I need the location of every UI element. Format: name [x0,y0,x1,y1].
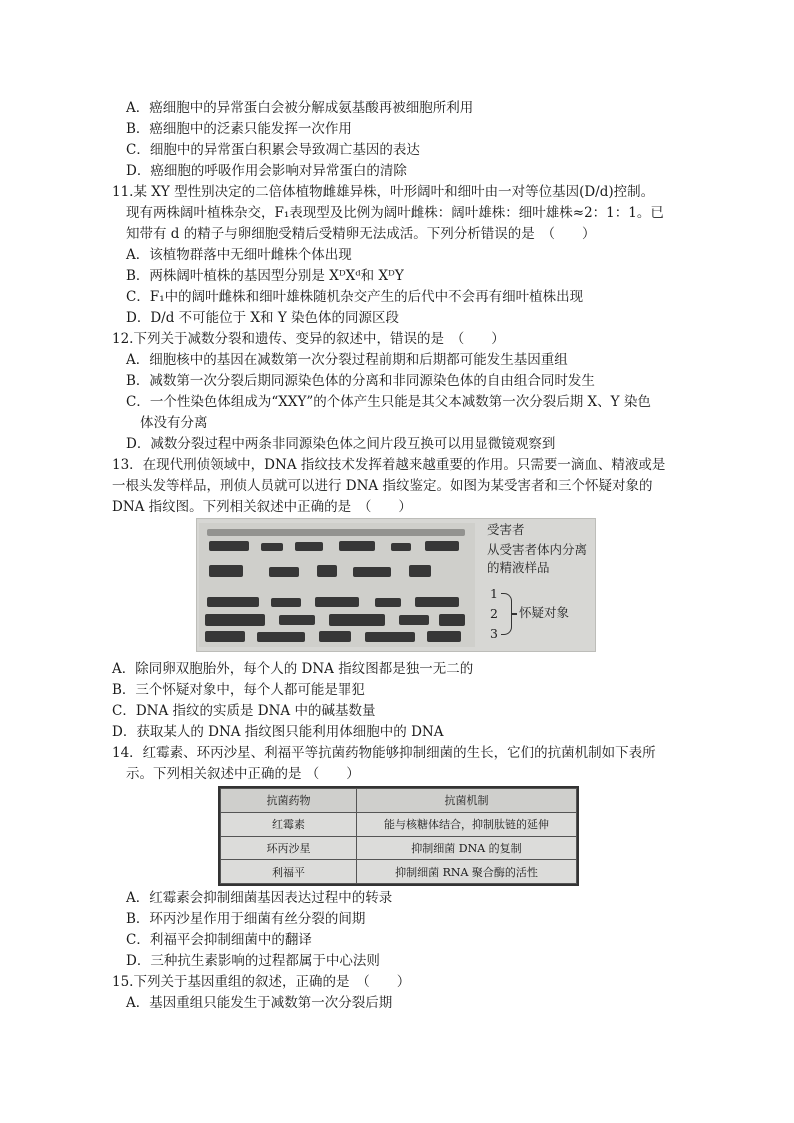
table-header-row [221,789,577,813]
label-suspects: 怀疑对象 [519,605,570,620]
q11-option-b: B．两株阔叶植株的基因型分别是 XᴰXᵈ和 XᴰY [126,268,404,284]
dna-fingerprint-figure [196,518,596,652]
q11-stem-line1: 11.某 XY 型性别决定的二倍体植物雌雄异株，叶形阔叶和细叶由一对等位基因(D/d)控制。 [112,184,655,200]
table-cell-drug: 利福平 [221,860,357,884]
q13-option-c: C．DNA 指纹的实质是 DNA 中的碱基数量 [112,703,376,719]
gel-bands-area [199,523,475,647]
table-row [221,836,577,860]
q14-option-c: C．利福平会抑制细菌中的翻译 [126,932,312,948]
q13-stem-line2: 一根头发等样品，刑侦人员就可以进行 DNA 指纹鉴定。如图为某受害者和三个怀疑对象的 [112,478,653,494]
q12-option-c-cont: 体没有分离 [140,415,208,431]
table-cell-drug: 环丙沙星 [221,836,357,860]
q12-option-c: C．一个性染色体组成为“XXY”的个体产生只能是其父本减数第一次分裂后期 X、Y 染色 [126,394,651,410]
q11-option-a: A．该植物群落中无细叶雌株个体出现 [126,247,352,263]
q14-option-d: D．三种抗生素影响的过程都属于中心法则 [126,953,380,969]
table-header-mechanism: 抗菌机制 [357,789,577,813]
q12-option-d: D．减数分裂过程中两条非同源染色体之间片段互换可以用显微镜观察到 [126,436,556,452]
q12-option-a: A．细胞核中的基因在减数第一次分裂过程前期和后期都可能发生基因重组 [126,352,568,368]
label-victim: 受害者 [487,522,525,537]
q14-option-a: A．红霉素会抑制细菌基因表达过程中的转录 [126,890,393,906]
suspect-number-2: 2 [490,606,498,621]
q11-option-c: C．F₁中的阔叶雌株和细叶雄株随机杂交产生的后代中不会再有细叶植株出现 [126,289,584,305]
q12-option-b: B．减数第一次分裂后期同源染色体的分离和非同源染色体的自由组合同时发生 [126,373,595,389]
suspect-number-1: 1 [490,586,498,601]
table-cell-mechanism: 抑制细菌 RNA 聚合酶的活性 [357,860,577,884]
suspect-number-3: 3 [490,626,498,641]
q13-stem-line1: 13．在现代刑侦领域中，DNA 指纹技术发挥着越来越重要的作用。只需要一滴血、精液或是 [112,457,666,473]
q13-option-d: D．获取某人的 DNA 指纹图只能利用体细胞中的 DNA [112,724,444,740]
q12-stem: 12.下列关于减数分裂和遗传、变异的叙述中，错误的是 （ ） [112,331,505,347]
q14-stem-line1: 14．红霉素、环丙沙星、利福平等抗菌药物能够抑制细菌的生长，它们的抗菌机制如下表所 [112,745,656,761]
q10-option-a: A．癌细胞中的异常蛋白会被分解成氨基酸再被细胞所利用 [126,100,474,116]
label-sample-line2: 的精液样品 [487,560,550,575]
q14-option-b: B．环丙沙星作用于细菌有丝分裂的间期 [126,911,366,927]
table-header-drug: 抗菌药物 [221,789,357,813]
q10-option-d: D．癌细胞的呼吸作用会影响对异常蛋白的清除 [126,163,407,179]
table-row [221,812,577,836]
q14-stem-line2: 示。下列相关叙述中正确的是 （ ） [126,766,360,782]
q15-stem: 15.下列关于基因重组的叙述，正确的是 （ ） [112,974,411,990]
q13-option-a: A．除同卵双胞胎外，每个人的 DNA 指纹图都是独一无二的 [112,661,474,677]
table-cell-drug: 红霉素 [221,812,357,836]
q11-stem-line3: 知带有 d 的精子与卵细胞受精后受精卵无法成活。下列分析错误的是 （ ） [126,226,596,242]
q15-option-a: A．基因重组只能发生于减数第一次分裂后期 [126,995,393,1011]
table-row [221,860,577,884]
q11-stem-line2: 现有两株阔叶植株杂交，F₁表现型及比例为阔叶雌株：阔叶雄株：细叶雄株≈2：1：1。已 [126,205,664,221]
table-cell-mechanism: 抑制细菌 DNA 的复制 [357,836,577,860]
q13-stem-line3: DNA 指纹图。下列相关叙述中正确的是 （ ） [112,499,412,515]
antibiotic-table [218,786,579,886]
q11-option-d: D．D/d 不可能位于 X和 Y 染色体的同源区段 [126,310,400,326]
q10-option-b: B．癌细胞中的泛素只能发挥一次作用 [126,121,352,137]
q13-option-b: B．三个怀疑对象中，每个人都可能是罪犯 [112,682,365,698]
table-cell-mechanism: 能与核糖体结合，抑制肽链的延伸 [357,812,577,836]
label-sample-line1: 从受害者体内分离 [487,542,588,557]
q10-option-c: C．细胞中的异常蛋白积累会导致凋亡基因的表达 [126,142,420,158]
